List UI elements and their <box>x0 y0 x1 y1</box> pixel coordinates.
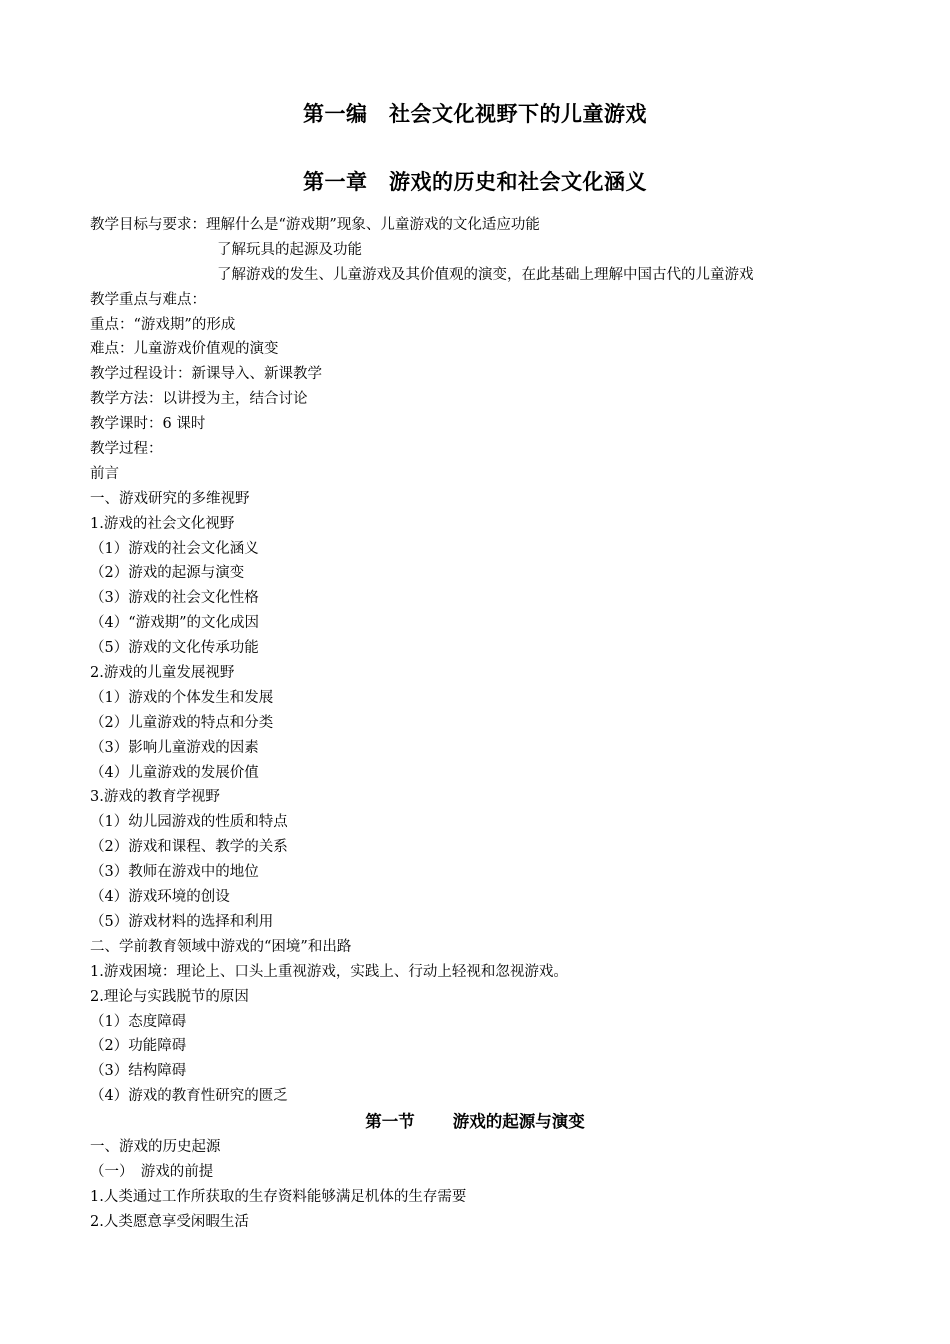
text-line: （5）游戏材料的选择和利用 <box>90 913 274 930</box>
text-line: （2）儿童游戏的特点和分类 <box>90 714 274 731</box>
text-line: （3）影响儿童游戏的因素 <box>90 739 259 756</box>
goal-item: 了解玩具的起源及功能 <box>217 241 362 258</box>
text-line: （1）幼儿园游戏的性质和特点 <box>90 814 288 831</box>
goals-label: 教学目标与要求： <box>90 217 206 233</box>
text-line: 一、游戏研究的多维视野 <box>90 490 250 507</box>
text-line: 教学过程： <box>90 441 163 458</box>
text-line: （2）游戏和课程、教学的关系 <box>90 839 288 856</box>
text-line: 教学过程设计：新课导入、新课教学 <box>90 366 322 383</box>
goal-item: 理解什么是“游戏期”现象、儿童游戏的文化适应功能 <box>206 217 540 233</box>
goals-line <box>90 213 910 238</box>
text-line: 1.人类通过工作所获取的生存资料能够满足机体的生存需要 <box>90 1188 467 1205</box>
part-title: 第一编 社会文化视野下的儿童游戏 <box>303 102 647 126</box>
text-line: 2.理论与实践脱节的原因 <box>90 988 249 1005</box>
section-name: 游戏的起源与演变 <box>452 1112 585 1132</box>
text-line: 一、游戏的历史起源 <box>90 1139 221 1156</box>
text-line: （1）游戏的社会文化涵义 <box>90 540 259 557</box>
text-line: （4）“游戏期”的文化成因 <box>90 615 260 632</box>
chapter-title: 第一章 游戏的历史和社会文化涵义 <box>303 170 647 194</box>
text-line: （3）游戏的社会文化性格 <box>90 590 259 607</box>
text-line: 前言 <box>90 465 119 482</box>
text-line: （4）儿童游戏的发展价值 <box>90 764 259 781</box>
text-line: 3.游戏的教育学视野 <box>90 789 220 806</box>
text-line: （2）游戏的起源与演变 <box>90 565 245 582</box>
text-line: 2.游戏的儿童发展视野 <box>90 665 235 682</box>
text-line: 1.游戏的社会文化视野 <box>90 515 235 532</box>
document-body <box>90 213 910 1235</box>
text-line: （1）游戏的个体发生和发展 <box>90 689 274 706</box>
text-line: （一） 游戏的前提 <box>90 1163 214 1180</box>
text-line: （4）游戏环境的创设 <box>90 889 230 906</box>
text-line: （1）态度障碍 <box>90 1013 187 1030</box>
text-line: （5）游戏的文化传承功能 <box>90 640 259 657</box>
text-line: （3）教师在游戏中的地位 <box>90 864 259 881</box>
text-line: 教学课时：6 课时 <box>90 416 206 433</box>
text-line: 难点：儿童游戏价值观的演变 <box>90 341 279 358</box>
section-heading <box>0 1109 950 1135</box>
text-line: 二、学前教育领域中游戏的“困境”和出路 <box>90 938 352 955</box>
goal-item: 了解游戏的发生、儿童游戏及其价值观的演变，在此基础上理解中国古代的儿童游戏 <box>217 266 754 283</box>
text-line: （2）功能障碍 <box>90 1038 187 1055</box>
text-line: 重点：“游戏期”的形成 <box>90 316 236 333</box>
text-line: （3）结构障碍 <box>90 1063 187 1080</box>
text-line: 教学重点与难点： <box>90 291 206 308</box>
text-line: （4）游戏的教育性研究的匮乏 <box>90 1088 288 1105</box>
section-number: 第一节 <box>365 1112 415 1132</box>
text-line: 教学方法：以讲授为主，结合讨论 <box>90 391 308 408</box>
text-line: 1.游戏困境：理论上、口头上重视游戏，实践上、行动上轻视和忽视游戏。 <box>90 963 568 980</box>
text-line: 2.人类愿意享受闲暇生活 <box>90 1213 249 1230</box>
